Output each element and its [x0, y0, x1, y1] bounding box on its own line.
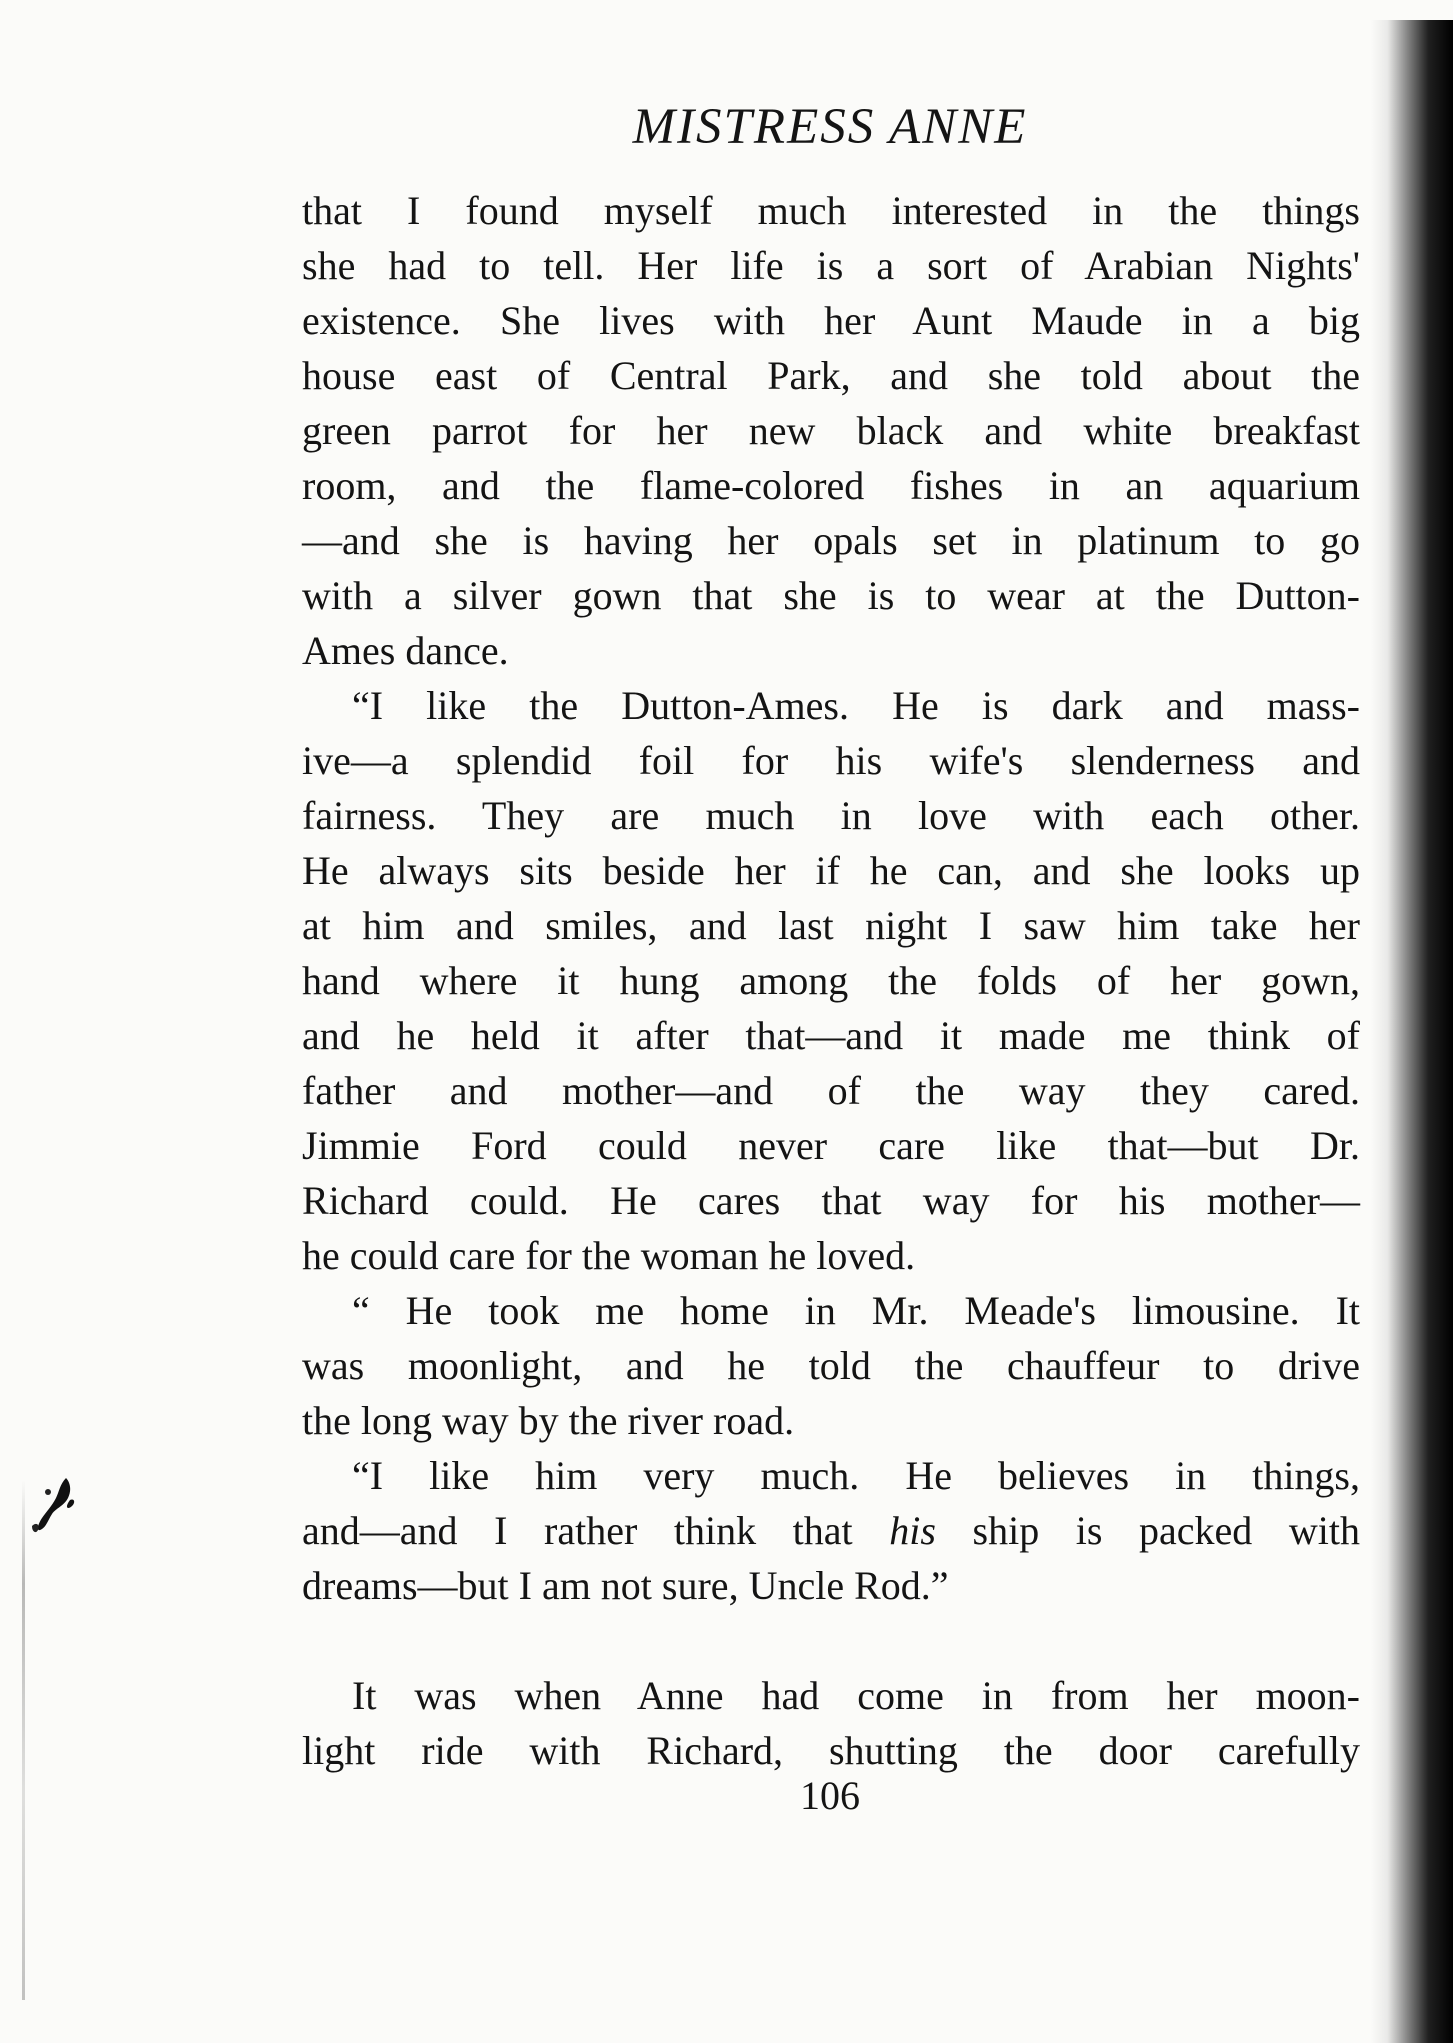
text-line: that I found myself much interested in the things — [302, 188, 1360, 233]
page-number: 106 — [800, 1773, 860, 1818]
text-line: —and she is having her opals set in platinum to go — [302, 518, 1360, 563]
text-line: “I like the Dutton-Ames. He is dark and mass- — [352, 683, 1360, 728]
text-line: Richard could. He cares that way for his mother— — [302, 1178, 1360, 1223]
text-line: ive—a splendid foil for his wife's slenderness and — [302, 738, 1360, 783]
text-line: “I like him very much. He believes in things, — [352, 1453, 1360, 1498]
text-line: and—and I rather think that his ship is packed with — [302, 1508, 1361, 1553]
ink-blot-mark — [26, 1468, 96, 1558]
spine-shadow — [1371, 20, 1453, 2043]
paragraph-2 — [302, 678, 1360, 1283]
text-line: He always sits beside her if he can, and she looks up — [302, 848, 1360, 893]
body-text — [302, 183, 1360, 1778]
text-line: the long way by the river road. — [302, 1398, 795, 1443]
paragraph-1 — [302, 183, 1360, 678]
text-line: Ames dance. — [302, 628, 509, 673]
section-gap — [302, 1613, 1360, 1668]
text-line: with a silver gown that she is to wear at the Dutton- — [302, 573, 1360, 618]
text-line: green parrot for her new black and white breakfast — [302, 408, 1360, 453]
text-line: was moonlight, and he told the chauffeur to drive — [302, 1343, 1360, 1388]
text-line: It was when Anne had come in from her moon- — [352, 1673, 1360, 1718]
paragraph-4 — [302, 1448, 1360, 1613]
text-line: dreams—but I am not sure, Uncle Rod.” — [302, 1563, 949, 1608]
text-line: she had to tell. Her life is a sort of Arabian Nights' — [302, 243, 1360, 288]
text-line: at him and smiles, and last night I saw him take her — [302, 903, 1360, 948]
text-line: house east of Central Park, and she told about the — [302, 353, 1360, 398]
text-line: hand where it hung among the folds of her gown, — [302, 958, 1360, 1003]
text-line: light ride with Richard, shutting the door carefully — [302, 1728, 1360, 1773]
text-line: Jimmie Ford could never care like that—but Dr. — [302, 1123, 1360, 1168]
paragraph-5 — [302, 1668, 1360, 1778]
text-line: fairness. They are much in love with each other. — [302, 793, 1360, 838]
page-edge-shadow — [22, 1480, 25, 2000]
paragraph-3 — [302, 1283, 1360, 1448]
text-line: “ He took me home in Mr. Meade's limousine. It — [352, 1288, 1360, 1333]
text-line: father and mother—and of the way they cared. — [302, 1068, 1360, 1113]
text-line: room, and the flame-colored fishes in an aquarium — [302, 463, 1360, 508]
text-line: existence. She lives with her Aunt Maude in a big — [302, 298, 1360, 343]
text-line: and he held it after that—and it made me think of — [302, 1013, 1360, 1058]
running-title: MISTRESS ANNE — [632, 99, 1028, 155]
text-line: he could care for the woman he loved. — [302, 1233, 916, 1278]
